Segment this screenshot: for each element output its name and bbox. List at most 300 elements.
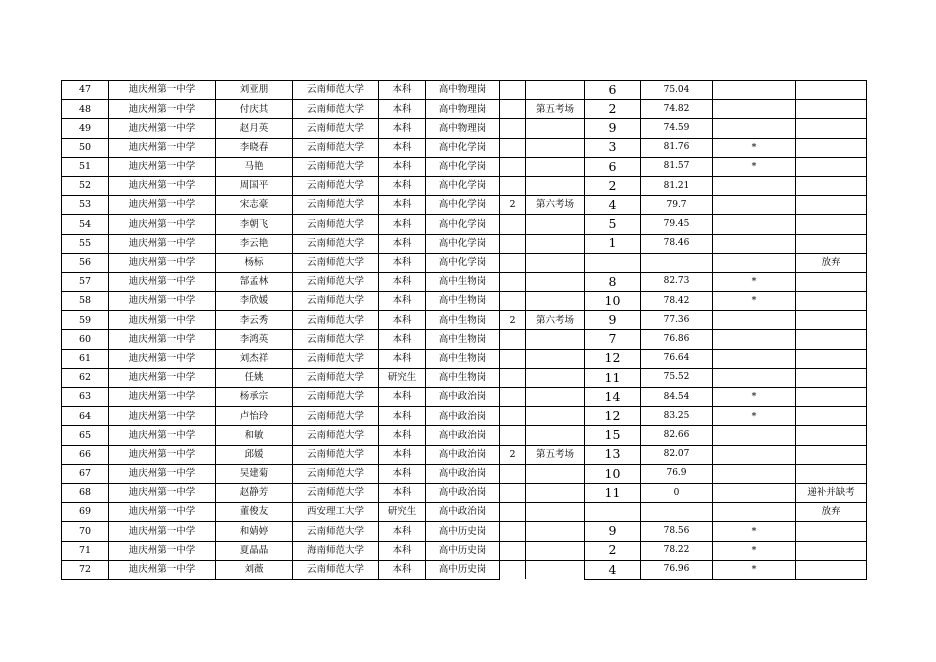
name-cell: 付庆其 [216,100,293,119]
score-cell: 81.76 [641,138,713,157]
exam-room-cell [526,253,585,272]
seat-cell: 3 [585,138,641,157]
seat-cell: 5 [585,215,641,234]
school-cell: 迪庆州第一中学 [109,407,216,426]
seat-cell: 2 [585,541,641,560]
name-cell: 李晓春 [216,138,293,157]
exam-room-cell: 第五考场 [526,100,585,119]
university-cell: 云南师范大学 [293,368,379,387]
seat-cell [585,503,641,522]
score-cell: 0 [641,483,713,502]
mark-cell: * [713,292,796,311]
exam-room-cell [526,119,585,138]
school-cell: 迪庆州第一中学 [109,522,216,541]
seat-cell: 6 [585,157,641,176]
no-cell: 53 [62,196,109,215]
mark-cell: * [713,138,796,157]
name-cell: 和婧婷 [216,522,293,541]
seat-cell: 2 [585,176,641,195]
note-cell [796,215,867,234]
score-cell: 74.59 [641,119,713,138]
mark-cell: * [713,272,796,291]
post-cell: 高中政治岗 [426,483,500,502]
mark-cell: * [713,407,796,426]
table-row [62,503,867,522]
table-row [62,522,867,541]
exam-room-cell [526,560,585,579]
seat-cell: 8 [585,272,641,291]
post-cell: 高中生物岗 [426,311,500,330]
group-count-cell [500,119,526,138]
table-row [62,138,867,157]
university-cell: 云南师范大学 [293,100,379,119]
university-cell: 云南师范大学 [293,426,379,445]
group-count-cell: 2 [500,311,526,330]
exam-room-cell [526,503,585,522]
note-cell [796,368,867,387]
mark-cell: * [713,157,796,176]
university-cell: 云南师范大学 [293,330,379,349]
post-cell: 高中生物岗 [426,349,500,368]
university-cell: 云南师范大学 [293,176,379,195]
score-cell: 75.04 [641,81,713,100]
name-cell: 董俊友 [216,503,293,522]
school-cell: 迪庆州第一中学 [109,138,216,157]
score-cell [641,503,713,522]
mark-cell: * [713,541,796,560]
score-cell: 76.64 [641,349,713,368]
university-cell: 云南师范大学 [293,138,379,157]
mark-cell [713,176,796,195]
school-cell: 迪庆州第一中学 [109,445,216,464]
mark-cell [713,81,796,100]
university-cell: 云南师范大学 [293,215,379,234]
table-row [62,253,867,272]
table-row [62,483,867,502]
results-table [61,80,867,580]
score-cell: 77.36 [641,311,713,330]
group-count-cell [500,503,526,522]
university-cell: 云南师范大学 [293,522,379,541]
exam-room-cell [526,215,585,234]
university-cell: 云南师范大学 [293,119,379,138]
university-cell: 云南师范大学 [293,196,379,215]
degree-cell: 本科 [379,157,426,176]
score-cell: 76.96 [641,560,713,579]
group-count-cell [500,426,526,445]
no-cell: 56 [62,253,109,272]
score-cell: 79.7 [641,196,713,215]
score-cell: 74.82 [641,100,713,119]
post-cell: 高中政治岗 [426,503,500,522]
no-cell: 72 [62,560,109,579]
note-cell [796,311,867,330]
post-cell: 高中化学岗 [426,215,500,234]
post-cell: 高中物理岗 [426,100,500,119]
no-cell: 48 [62,100,109,119]
name-cell: 杨标 [216,253,293,272]
note-cell: 递补并缺考 [796,483,867,502]
seat-cell: 6 [585,81,641,100]
seat-cell: 4 [585,196,641,215]
group-count-cell: 2 [500,196,526,215]
university-cell: 云南师范大学 [293,560,379,579]
degree-cell: 本科 [379,176,426,195]
university-cell: 西安理工大学 [293,503,379,522]
exam-room-cell: 第六考场 [526,311,585,330]
school-cell: 迪庆州第一中学 [109,368,216,387]
score-cell: 82.66 [641,426,713,445]
exam-room-cell [526,522,585,541]
note-cell [796,464,867,483]
seat-cell: 12 [585,407,641,426]
note-cell [796,426,867,445]
name-cell: 任姚 [216,368,293,387]
degree-cell: 本科 [379,541,426,560]
table-row [62,388,867,407]
exam-room-cell [526,234,585,253]
mark-cell [713,349,796,368]
name-cell: 赵月英 [216,119,293,138]
post-cell: 高中政治岗 [426,407,500,426]
school-cell: 迪庆州第一中学 [109,503,216,522]
seat-cell: 15 [585,426,641,445]
table-row [62,560,867,579]
post-cell: 高中政治岗 [426,388,500,407]
name-cell: 郜孟林 [216,272,293,291]
table-row [62,330,867,349]
school-cell: 迪庆州第一中学 [109,541,216,560]
name-cell: 卢怡玲 [216,407,293,426]
exam-room-cell [526,349,585,368]
seat-cell: 13 [585,445,641,464]
mark-cell [713,368,796,387]
table-row [62,292,867,311]
school-cell: 迪庆州第一中学 [109,157,216,176]
university-cell: 云南师范大学 [293,483,379,502]
note-cell [796,100,867,119]
mark-cell [713,330,796,349]
table-row [62,81,867,100]
post-cell: 高中生物岗 [426,272,500,291]
results-table-body [62,81,867,580]
mark-cell [713,503,796,522]
table-row [62,119,867,138]
no-cell: 59 [62,311,109,330]
school-cell: 迪庆州第一中学 [109,330,216,349]
group-count-cell [500,234,526,253]
note-cell: 放弃 [796,503,867,522]
no-cell: 49 [62,119,109,138]
post-cell: 高中历史岗 [426,560,500,579]
no-cell: 60 [62,330,109,349]
seat-cell: 11 [585,483,641,502]
group-count-cell [500,483,526,502]
university-cell: 云南师范大学 [293,234,379,253]
name-cell: 马艳 [216,157,293,176]
table-row [62,234,867,253]
post-cell: 高中历史岗 [426,522,500,541]
group-count-cell [500,81,526,100]
degree-cell: 本科 [379,349,426,368]
exam-room-cell [526,426,585,445]
post-cell: 高中物理岗 [426,119,500,138]
group-count-cell [500,292,526,311]
note-cell [796,176,867,195]
group-count-cell [500,368,526,387]
seat-cell: 10 [585,292,641,311]
exam-room-cell [526,176,585,195]
no-cell: 55 [62,234,109,253]
mark-cell [713,196,796,215]
school-cell: 迪庆州第一中学 [109,253,216,272]
school-cell: 迪庆州第一中学 [109,292,216,311]
seat-cell: 11 [585,368,641,387]
no-cell: 67 [62,464,109,483]
degree-cell: 本科 [379,522,426,541]
score-cell [641,253,713,272]
table-row [62,368,867,387]
exam-room-cell [526,81,585,100]
degree-cell: 本科 [379,426,426,445]
seat-cell: 9 [585,119,641,138]
note-cell [796,157,867,176]
group-count-cell [500,349,526,368]
table-row [62,426,867,445]
school-cell: 迪庆州第一中学 [109,176,216,195]
degree-cell: 本科 [379,100,426,119]
degree-cell: 本科 [379,388,426,407]
group-count-cell [500,388,526,407]
note-cell [796,349,867,368]
exam-room-cell [526,407,585,426]
group-count-cell [500,464,526,483]
school-cell: 迪庆州第一中学 [109,349,216,368]
name-cell: 宋志豪 [216,196,293,215]
post-cell: 高中生物岗 [426,368,500,387]
note-cell [796,292,867,311]
no-cell: 68 [62,483,109,502]
post-cell: 高中物理岗 [426,81,500,100]
seat-cell: 7 [585,330,641,349]
name-cell: 吴建菊 [216,464,293,483]
note-cell [796,445,867,464]
table-row [62,445,867,464]
seat-cell: 9 [585,311,641,330]
note-cell [796,81,867,100]
degree-cell: 研究生 [379,368,426,387]
seat-cell [585,253,641,272]
score-cell: 78.56 [641,522,713,541]
group-count-cell [500,253,526,272]
university-cell: 云南师范大学 [293,388,379,407]
no-cell: 50 [62,138,109,157]
degree-cell: 本科 [379,560,426,579]
exam-room-cell [526,464,585,483]
no-cell: 62 [62,368,109,387]
mark-cell [713,483,796,502]
degree-cell: 本科 [379,483,426,502]
school-cell: 迪庆州第一中学 [109,119,216,138]
university-cell: 云南师范大学 [293,272,379,291]
degree-cell: 本科 [379,330,426,349]
university-cell: 海南师范大学 [293,541,379,560]
score-cell: 79.45 [641,215,713,234]
score-cell: 81.21 [641,176,713,195]
no-cell: 57 [62,272,109,291]
no-cell: 71 [62,541,109,560]
name-cell: 李朝飞 [216,215,293,234]
name-cell: 刘杰祥 [216,349,293,368]
group-count-cell [500,541,526,560]
school-cell: 迪庆州第一中学 [109,234,216,253]
university-cell: 云南师范大学 [293,253,379,272]
group-count-cell [500,176,526,195]
note-cell [796,541,867,560]
seat-cell: 4 [585,560,641,579]
exam-room-cell [526,388,585,407]
score-cell: 78.42 [641,292,713,311]
mark-cell [713,119,796,138]
university-cell: 云南师范大学 [293,407,379,426]
no-cell: 61 [62,349,109,368]
exam-room-cell: 第六考场 [526,196,585,215]
post-cell: 高中化学岗 [426,253,500,272]
group-count-cell [500,522,526,541]
degree-cell: 本科 [379,119,426,138]
degree-cell: 本科 [379,196,426,215]
seat-cell: 9 [585,522,641,541]
score-cell: 82.73 [641,272,713,291]
post-cell: 高中生物岗 [426,292,500,311]
score-cell: 84.54 [641,388,713,407]
school-cell: 迪庆州第一中学 [109,196,216,215]
university-cell: 云南师范大学 [293,157,379,176]
note-cell [796,330,867,349]
exam-room-cell [526,541,585,560]
school-cell: 迪庆州第一中学 [109,272,216,291]
post-cell: 高中化学岗 [426,196,500,215]
note-cell [796,407,867,426]
exam-room-cell [526,330,585,349]
group-count-cell [500,215,526,234]
school-cell: 迪庆州第一中学 [109,483,216,502]
no-cell: 65 [62,426,109,445]
degree-cell: 本科 [379,81,426,100]
table-row [62,215,867,234]
name-cell: 周国平 [216,176,293,195]
name-cell: 赵静芳 [216,483,293,502]
table-row [62,541,867,560]
name-cell: 刘薇 [216,560,293,579]
table-row [62,349,867,368]
no-cell: 52 [62,176,109,195]
group-count-cell [500,330,526,349]
name-cell: 夏晶晶 [216,541,293,560]
score-cell: 78.46 [641,234,713,253]
degree-cell: 本科 [379,407,426,426]
school-cell: 迪庆州第一中学 [109,100,216,119]
name-cell: 杨承宗 [216,388,293,407]
mark-cell [713,253,796,272]
school-cell: 迪庆州第一中学 [109,311,216,330]
school-cell: 迪庆州第一中学 [109,215,216,234]
no-cell: 66 [62,445,109,464]
university-cell: 云南师范大学 [293,464,379,483]
mark-cell: * [713,560,796,579]
degree-cell: 本科 [379,445,426,464]
degree-cell: 本科 [379,292,426,311]
no-cell: 64 [62,407,109,426]
school-cell: 迪庆州第一中学 [109,464,216,483]
mark-cell [713,234,796,253]
group-count-cell [500,100,526,119]
score-cell: 76.9 [641,464,713,483]
note-cell [796,234,867,253]
table-row [62,464,867,483]
name-cell: 邱媛 [216,445,293,464]
note-cell [796,272,867,291]
university-cell: 云南师范大学 [293,349,379,368]
no-cell: 63 [62,388,109,407]
mark-cell [713,426,796,445]
group-count-cell [500,157,526,176]
exam-room-cell [526,368,585,387]
exam-room-cell [526,292,585,311]
school-cell: 迪庆州第一中学 [109,560,216,579]
mark-cell [713,311,796,330]
degree-cell: 本科 [379,138,426,157]
school-cell: 迪庆州第一中学 [109,81,216,100]
seat-cell: 2 [585,100,641,119]
score-cell: 75.52 [641,368,713,387]
seat-cell: 1 [585,234,641,253]
note-cell [796,119,867,138]
post-cell: 高中历史岗 [426,541,500,560]
table-row [62,100,867,119]
university-cell: 云南师范大学 [293,445,379,464]
group-count-cell [500,560,526,579]
no-cell: 54 [62,215,109,234]
university-cell: 云南师范大学 [293,81,379,100]
degree-cell: 研究生 [379,503,426,522]
university-cell: 云南师范大学 [293,311,379,330]
no-cell: 69 [62,503,109,522]
post-cell: 高中化学岗 [426,157,500,176]
school-cell: 迪庆州第一中学 [109,388,216,407]
note-cell [796,560,867,579]
table-row [62,157,867,176]
degree-cell: 本科 [379,272,426,291]
no-cell: 51 [62,157,109,176]
mark-cell [713,445,796,464]
mark-cell [713,100,796,119]
name-cell: 李云艳 [216,234,293,253]
exam-room-cell [526,138,585,157]
table-row [62,196,867,215]
post-cell: 高中政治岗 [426,445,500,464]
name-cell: 李云秀 [216,311,293,330]
post-cell: 高中政治岗 [426,464,500,483]
seat-cell: 12 [585,349,641,368]
degree-cell: 本科 [379,464,426,483]
no-cell: 70 [62,522,109,541]
post-cell: 高中化学岗 [426,138,500,157]
score-cell: 82.07 [641,445,713,464]
school-cell: 迪庆州第一中学 [109,426,216,445]
name-cell: 李鸿英 [216,330,293,349]
degree-cell: 本科 [379,234,426,253]
